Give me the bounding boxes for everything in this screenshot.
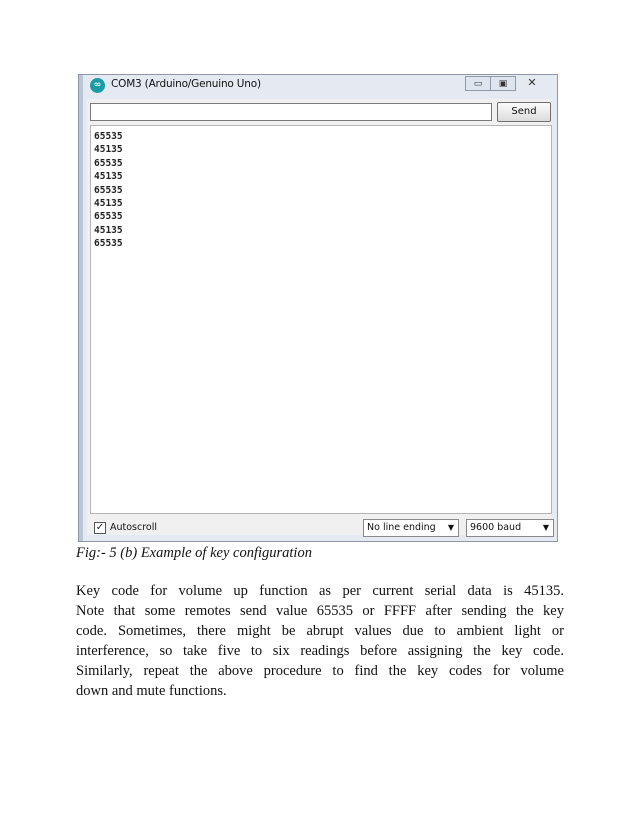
arduino-icon: ∞ xyxy=(90,78,105,93)
serial-output[interactable] xyxy=(90,125,552,514)
serial-monitor-window xyxy=(78,74,558,542)
output-line: 45135 xyxy=(94,224,123,236)
output-line: 65535 xyxy=(94,238,123,250)
close-icon[interactable]: ✕ xyxy=(527,76,537,89)
title-bar xyxy=(83,75,557,97)
window-controls xyxy=(466,76,549,91)
paragraph-line: Note that some remotes send value 65535 or FFFF after sending the key xyxy=(76,603,564,619)
window-edge xyxy=(79,75,83,541)
window-client xyxy=(87,99,551,535)
output-line: 65535 xyxy=(94,157,123,169)
line-ending-value: No line ending xyxy=(367,522,436,533)
output-line: 45135 xyxy=(94,144,123,156)
paragraph-line: Similarly, repeat the above procedure to find the key codes for volume xyxy=(76,663,564,679)
send-button[interactable]: Send xyxy=(497,102,551,122)
figure-caption: Fig:- 5 (b) Example of key configuration xyxy=(76,545,312,561)
paragraph-line: Key code for volume up function as per current serial data is 45135. xyxy=(76,583,564,599)
line-ending-select[interactable] xyxy=(363,519,459,537)
output-line: 65535 xyxy=(94,184,123,196)
output-line: 65535 xyxy=(94,131,123,142)
minimize-icon[interactable]: ▭ xyxy=(465,76,491,91)
autoscroll-checkbox[interactable]: ✓ xyxy=(95,522,105,533)
paragraph-line: code. Sometimes, there might be abrupt values due to ambient light or xyxy=(76,623,564,639)
output-line: 65535 xyxy=(94,211,123,223)
chevron-down-icon: ▼ xyxy=(447,523,454,532)
chevron-down-icon: ▼ xyxy=(542,523,549,532)
autoscroll-label: Autoscroll xyxy=(110,522,158,533)
status-bar xyxy=(90,518,548,538)
window-title: COM3 (Arduino/Genuino Uno) xyxy=(111,78,261,90)
baud-rate-select[interactable] xyxy=(466,519,554,537)
output-line: 45135 xyxy=(94,198,123,210)
maximize-icon[interactable]: ▣ xyxy=(490,76,516,91)
body-paragraph xyxy=(76,581,564,701)
paragraph-line: interference, so take five to six readings before assigning the key code. xyxy=(76,643,564,659)
baud-rate-value: 9600 baud xyxy=(470,522,522,533)
paragraph-line: down and mute functions. xyxy=(76,683,227,699)
output-line: 45135 xyxy=(94,171,123,183)
serial-input[interactable] xyxy=(90,103,492,121)
